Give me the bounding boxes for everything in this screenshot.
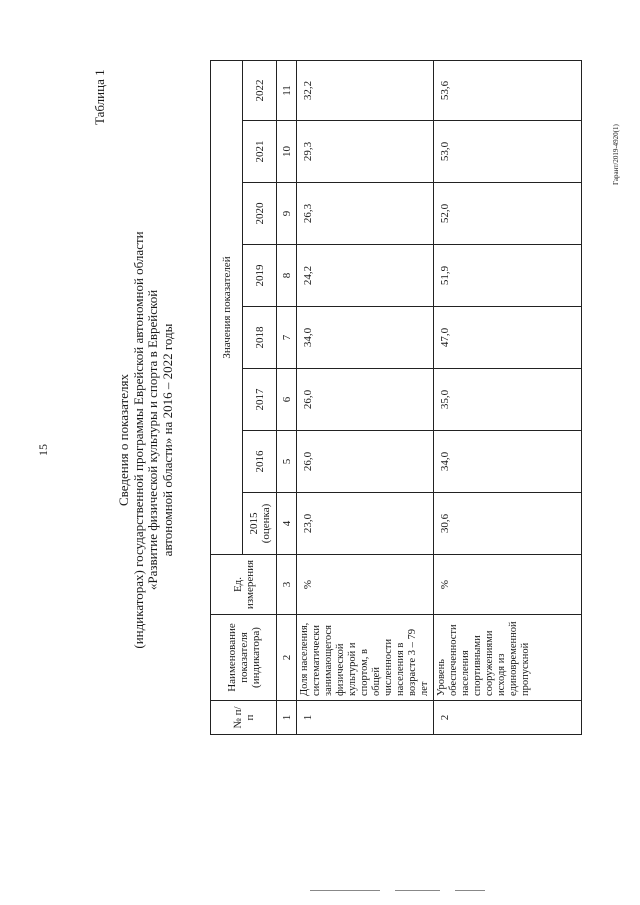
row-value: 34,0 <box>434 431 582 493</box>
column-number: 7 <box>277 307 297 369</box>
row-value: 53,0 <box>434 121 582 183</box>
row-num: 2 <box>434 701 582 735</box>
page-number: 15 <box>36 444 50 456</box>
column-number: 8 <box>277 245 297 307</box>
column-number: 5 <box>277 431 297 493</box>
header-year: 2018 <box>243 307 277 369</box>
column-number: 1 <box>277 701 297 735</box>
signature-line <box>310 890 380 891</box>
table-label: Таблица 1 <box>92 69 107 125</box>
document-stamp: Гарант/2019-4920(1) <box>612 124 620 185</box>
column-number: 9 <box>277 183 297 245</box>
header-unit: Ед. измерения <box>211 555 277 615</box>
row-value: 24,2 <box>297 245 434 307</box>
row-unit: % <box>434 555 582 615</box>
row-unit: % <box>297 555 434 615</box>
header-year: 2017 <box>243 369 277 431</box>
row-value: 35,0 <box>434 369 582 431</box>
row-value: 30,6 <box>434 493 582 555</box>
column-number: 4 <box>277 493 297 555</box>
document-title <box>117 145 175 735</box>
header-year: 2015 (оценка) <box>243 493 277 555</box>
column-number: 3 <box>277 555 297 615</box>
row-value: 32,2 <box>297 61 434 121</box>
row-num: 1 <box>297 701 434 735</box>
header-year: 2016 <box>243 431 277 493</box>
row-value: 52,0 <box>434 183 582 245</box>
row-value: 53,6 <box>434 61 582 121</box>
row-value: 26,0 <box>297 431 434 493</box>
row-value: 26,0 <box>297 369 434 431</box>
title-line: Сведения о показателях <box>116 374 131 506</box>
header-values-group: Значения показателей <box>211 61 243 555</box>
header-row <box>211 61 243 735</box>
row-name: Доля населения, систематически занимающегося физической культурой и спортом, в общей численности населения в возрасте 3 – 79 лет <box>297 615 434 701</box>
table-row <box>297 61 434 735</box>
column-number: 6 <box>277 369 297 431</box>
row-value: 47,0 <box>434 307 582 369</box>
header-name: Наименование показателя (индикатора) <box>211 615 277 701</box>
column-number: 2 <box>277 615 297 701</box>
row-value: 34,0 <box>297 307 434 369</box>
row-value: 23,0 <box>297 493 434 555</box>
header-num: № п/п <box>211 701 277 735</box>
title-line: автономной области» на 2016 – 2022 годы <box>159 323 175 557</box>
header-year: 2022 <box>243 61 277 121</box>
header-year: 2019 <box>243 245 277 307</box>
header-year: 2021 <box>243 121 277 183</box>
signature-line <box>395 890 440 891</box>
row-value: 51,9 <box>434 245 582 307</box>
column-number: 11 <box>277 61 297 121</box>
signature-line <box>455 890 485 891</box>
title-line: «Развитие физической культуры и спорта в Еврейской <box>145 289 160 591</box>
header-year: 2020 <box>243 183 277 245</box>
table-row <box>434 61 582 735</box>
row-name: Уровень обеспеченности населения спортивными сооружениями исходя из единовременной пропускной <box>434 615 582 701</box>
row-value: 26,3 <box>297 183 434 245</box>
row-value: 29,3 <box>297 121 434 183</box>
title-line: (индикаторах) государственной программы Еврейской автономной области <box>130 231 146 649</box>
column-numbers-row <box>277 61 297 735</box>
indicators-table <box>210 60 582 735</box>
column-number: 10 <box>277 121 297 183</box>
